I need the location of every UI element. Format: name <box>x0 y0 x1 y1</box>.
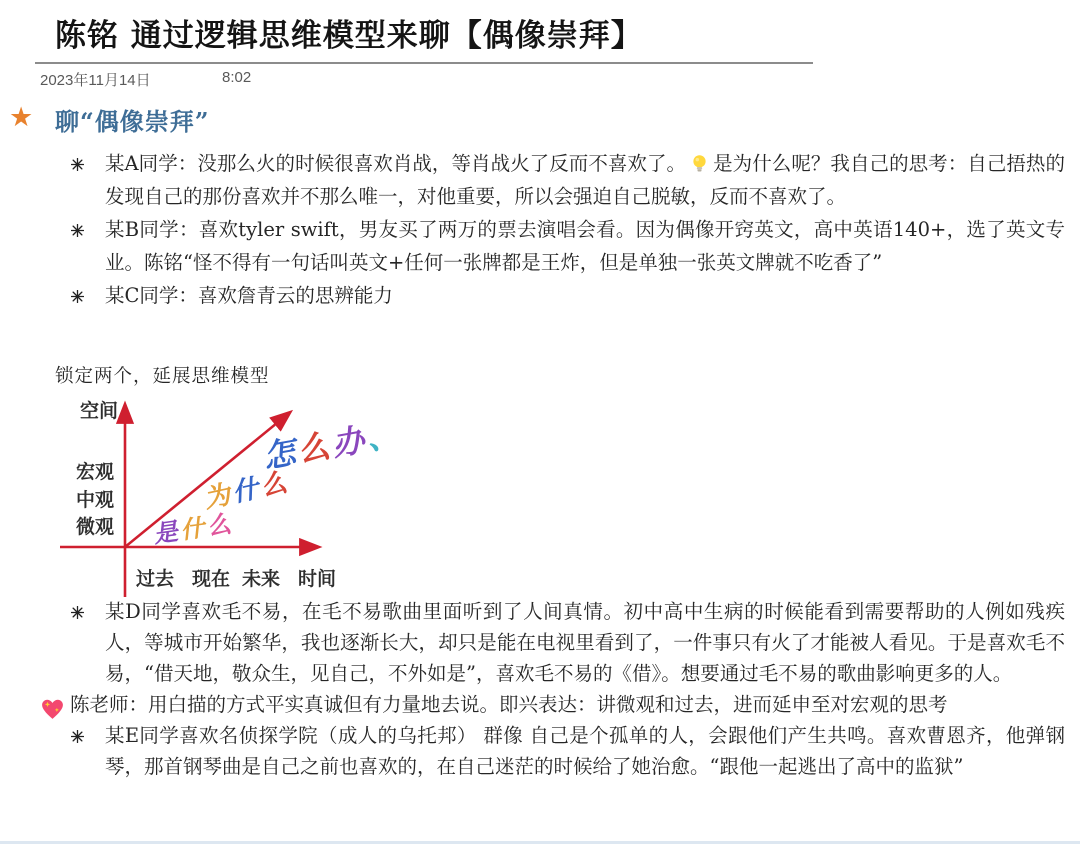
handwriting-how: 怎么办、 <box>260 414 405 476</box>
x-axis-label: 时间 <box>298 568 337 590</box>
x-tick-future: 未来 <box>242 568 281 590</box>
asterisk-bullet-icon <box>71 288 84 307</box>
title-divider <box>35 62 813 64</box>
note-date[interactable]: 2023年11月14日 <box>40 72 151 89</box>
note-time[interactable]: 8:02 <box>222 69 252 86</box>
list-item[interactable] <box>0 596 1080 689</box>
bullet-text-student-b[interactable]: 某B同学：喜欢tyler swift，男友买了两万的票去演唱会看。因为偶像开窍英文，高中英语140+，选了英文专业。陈铭“怪不得有一句话叫英文+任何一张牌都是王炸，但是单独一张英文牌就不吃香了” <box>105 218 1065 274</box>
page-title[interactable]: 陈铭 通过逻辑思维模型来聊【偶像崇拜】 <box>55 18 643 54</box>
list-item[interactable] <box>0 147 1080 213</box>
diagram-caption[interactable]: 锁定两个，延展思维模型 <box>55 366 270 387</box>
bullet-text-student-e[interactable]: 某E同学喜欢名侦探学院（成人的乌托邦） 群像 自己是个孤单的人，会跟他们产生共鸣。喜欢曹恩齐，他弹钢琴，那首钢琴曲是自己之前也喜欢的，在自己迷茫的时候给了她治愈。“跟他一起逃出了高中的监狱” <box>105 724 1065 778</box>
y-axis-label: 空间 <box>80 400 119 422</box>
x-tick-present: 现在 <box>192 568 231 590</box>
section-heading[interactable]: 聊“偶像崇拜” <box>55 107 210 136</box>
asterisk-bullet-icon <box>71 222 84 241</box>
bullet-text-student-d[interactable]: 某D同学喜欢毛不易，在毛不易歌曲里面听到了人间真情。初中高中生病的时候能看到需要帮助的人例如残疾人，等城市开始繁华，我也逐渐长大，却只是能在电视里看到了，一件事只有火了才能被人看见。于是喜欢毛不易，“借天地，敬众生，见自己，不外如是”，喜欢毛不易的《借》。想要通过毛不易的歌曲影响更多的人。 <box>105 600 1065 685</box>
top-bullet-list <box>0 147 1080 312</box>
lightbulb-icon <box>689 153 710 174</box>
handwriting-what: 是什么 <box>151 509 236 549</box>
list-item[interactable] <box>0 279 1080 312</box>
asterisk-bullet-icon <box>71 156 84 175</box>
important-star-icon[interactable]: ★ <box>9 102 34 133</box>
x-tick-past: 过去 <box>136 568 175 590</box>
bullet-text-segment: 某A同学：没那么火的时候很喜欢肖战，等肖战火了反而不喜欢了。 <box>105 152 687 175</box>
asterisk-bullet-icon <box>71 728 84 747</box>
handwriting-why: 为什么 <box>201 467 293 515</box>
y-tick-macro: 宏观 <box>76 461 115 483</box>
bullet-text-student-a[interactable] <box>105 147 1065 213</box>
bullet-text-segment: 是为什么呢？我自己的思考：自己捂热的发现自己的那份喜欢并不那么唯一，对他重要，所以会强迫自己脱敏，反而不喜欢了。 <box>105 152 1065 208</box>
teacher-note[interactable] <box>0 689 1080 720</box>
y-tick-micro: 微观 <box>76 516 115 538</box>
bullet-text-student-c[interactable]: 某C同学：喜欢詹青云的思辨能力 <box>105 284 393 307</box>
list-item[interactable] <box>0 213 1080 279</box>
list-item[interactable] <box>0 720 1080 782</box>
bottom-bullet-list <box>0 596 1080 782</box>
y-tick-meso: 中观 <box>76 489 115 511</box>
asterisk-bullet-icon <box>71 604 84 623</box>
teacher-note-text[interactable]: 陈老师：用白描的方式平实真诚但有力量地去说。即兴表达：讲微观和过去，进而延申至对宏观的思考 <box>70 693 948 716</box>
